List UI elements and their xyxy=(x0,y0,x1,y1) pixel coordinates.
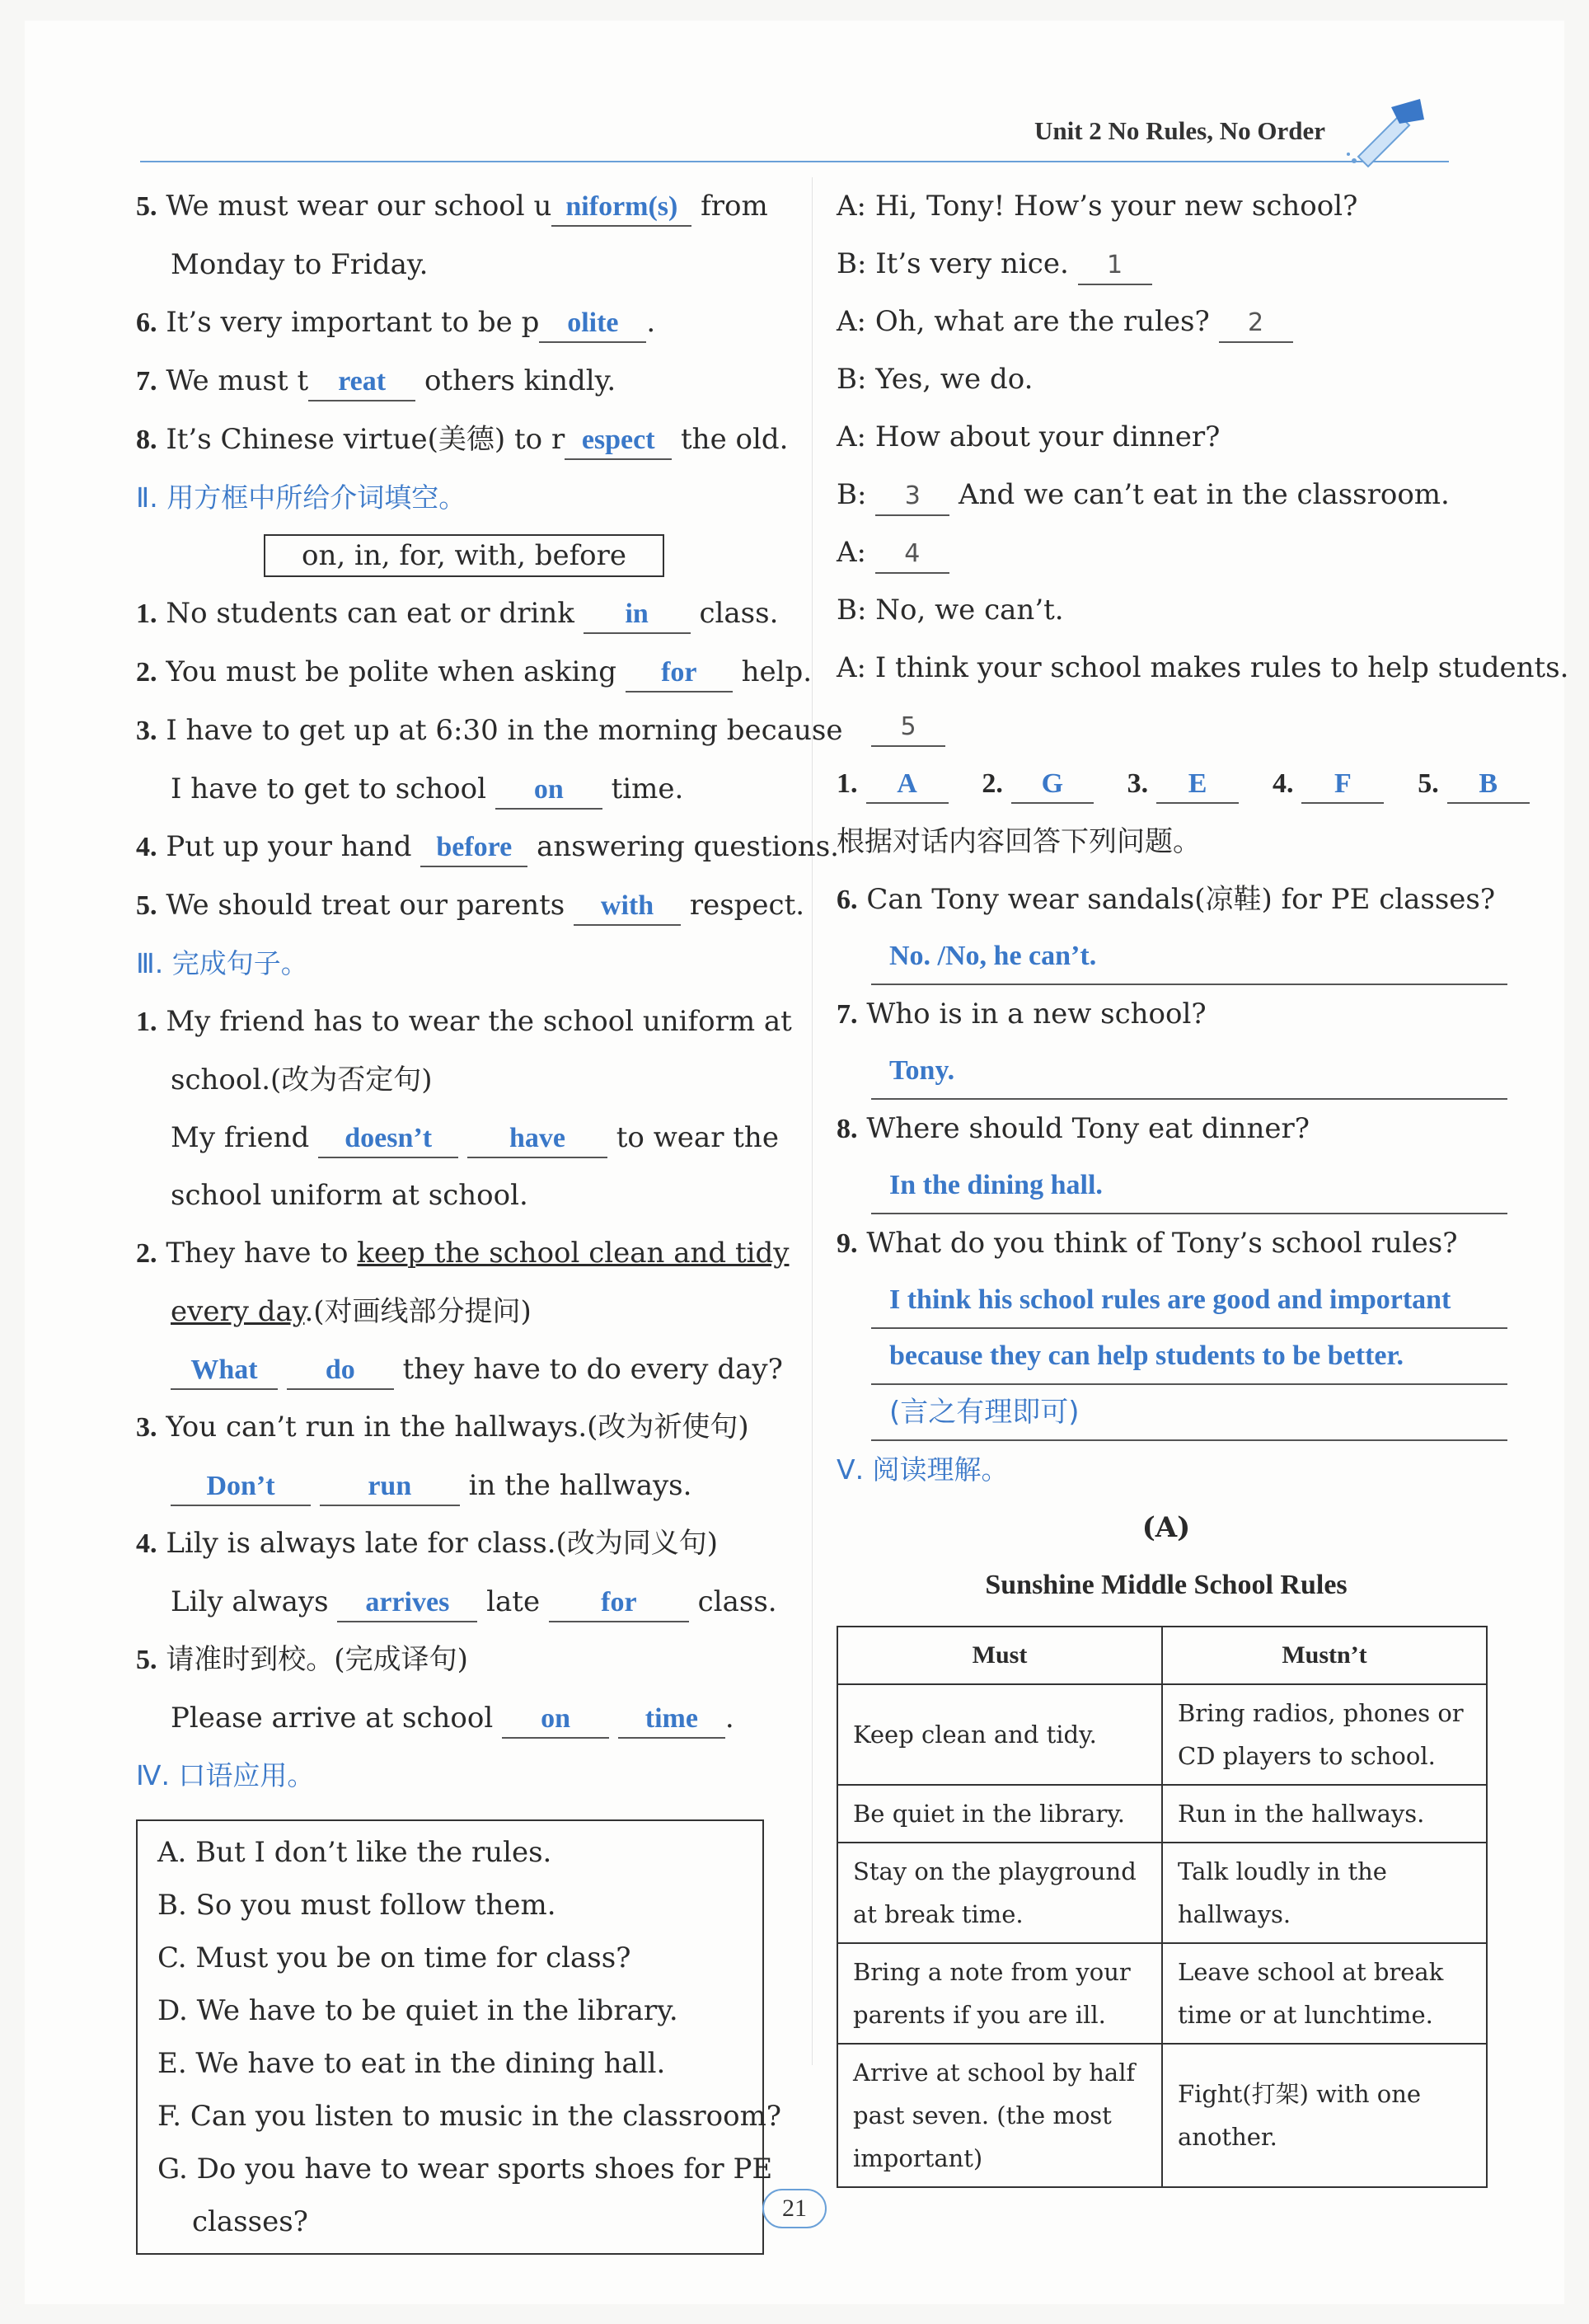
option-item: C. Must you be on time for class? xyxy=(157,1941,631,1974)
sentence-q2: 2. They have to keep the school clean and tidy xyxy=(136,1237,790,1270)
qa-intro: 根据对话内容回答下列问题。 xyxy=(837,825,1201,858)
dialog-line: A: How about your dinner? xyxy=(837,420,1221,453)
dialog-blank[interactable]: 2 xyxy=(1219,305,1293,343)
option-item-cont: classes? xyxy=(192,2205,308,2238)
table-header: Mustn’t xyxy=(1162,1627,1487,1684)
table-row xyxy=(837,2044,1487,2187)
sentence-q1-answer-cont: school uniform at school. xyxy=(171,1179,528,1212)
sentence-q2-answer: What do they have to do every day? xyxy=(136,1340,795,1398)
sentence-q4: 4. Lily is always late for class.(改为同义句) xyxy=(136,1527,719,1560)
table-cell: Run in the hallways. xyxy=(1162,1785,1487,1843)
answer-blank[interactable]: olite xyxy=(539,305,646,343)
answer-blank[interactable]: run xyxy=(320,1468,460,1506)
sentence-q2-cont: every day.(对画线部分提问) xyxy=(171,1295,532,1328)
answer-blank[interactable]: on xyxy=(495,772,602,810)
answer-blank[interactable]: B xyxy=(1447,766,1530,804)
sentence-q5-answer: Please arrive at school on time . xyxy=(136,1689,795,1747)
answer-blank[interactable]: doesn’t xyxy=(318,1120,458,1158)
prep-item: 2. You must be polite when asking for help. xyxy=(136,643,795,702)
section-title: Ⅱ. 用方框中所给介词填空。 xyxy=(136,481,466,514)
dialog-blank[interactable]: 3 xyxy=(875,478,949,516)
answer-blank[interactable]: F xyxy=(1301,766,1384,804)
table-header: Must xyxy=(837,1627,1162,1684)
prep-item: 5. We should treat our parents with respect. xyxy=(136,876,795,935)
answer-blank[interactable]: What xyxy=(171,1352,278,1390)
page-number: 21 xyxy=(762,2189,827,2228)
workbook-page xyxy=(25,21,1569,2304)
table-cell: Fight(打架) with one another. xyxy=(1162,2044,1487,2187)
qa-question: 8. Where should Tony eat dinner? xyxy=(837,1112,1310,1145)
answer-blank[interactable]: E xyxy=(1156,766,1239,804)
answer-blank[interactable]: A xyxy=(866,766,949,804)
answer-blank[interactable]: niform(s) xyxy=(551,189,691,227)
option-item: E. We have to eat in the dining hall. xyxy=(157,2047,666,2080)
answer-blank[interactable]: G xyxy=(1011,766,1094,804)
qa-question: 6. Can Tony wear sandals(凉鞋) for PE classes? xyxy=(837,883,1496,916)
dialog-line: B: It’s very nice. 1 xyxy=(837,235,1496,293)
sentence-q1-cont: school.(改为否定句) xyxy=(171,1063,433,1096)
table-cell: Be quiet in the library. xyxy=(837,1785,1162,1843)
qa-answer-line[interactable]: (言之有理即可) xyxy=(871,1385,1507,1441)
answer-blank[interactable]: before xyxy=(420,829,527,867)
qa-answer-line[interactable]: No. /No, he can’t. xyxy=(871,929,1507,985)
table-cell: Talk loudly in the hallways. xyxy=(1162,1843,1487,1943)
sentence-q3-answer: Don’t run in the hallways. xyxy=(136,1457,795,1514)
left-column xyxy=(136,177,843,2255)
answer-blank[interactable]: for xyxy=(626,655,733,693)
dialog-line: A: I think your school makes rules to help students. xyxy=(837,651,1569,684)
answer-blank[interactable]: with xyxy=(574,888,681,926)
unit-title: Unit 2 No Rules, No Order xyxy=(1034,116,1325,145)
prep-item: 3. I have to get up at 6:30 in the morning because xyxy=(136,714,843,747)
section-title: Ⅲ. 完成句子。 xyxy=(136,947,308,979)
page-footer xyxy=(25,2189,1564,2228)
fill-item: 7. We must t reat others kindly. xyxy=(136,352,795,411)
answer-blank[interactable]: time xyxy=(618,1701,725,1739)
table-row xyxy=(837,1684,1487,1785)
answer-blank[interactable]: on xyxy=(502,1701,609,1739)
dialog-line: A: Oh, what are the rules? 2 xyxy=(837,293,1496,350)
sentence-q5: 5. 请准时到校。(完成译句) xyxy=(136,1643,468,1676)
table-row xyxy=(837,1785,1487,1843)
table-cell: Keep clean and tidy. xyxy=(837,1684,1162,1785)
prep-item-cont: I have to get to school on time. xyxy=(136,760,795,818)
qa-question: 9. What do you think of Tony’s school rules? xyxy=(837,1227,1458,1260)
fill-item: 8. It’s Chinese virtue(美德) to r espect the old. xyxy=(136,411,795,469)
rules-table xyxy=(837,1626,1488,2188)
pencil-hat-icon xyxy=(1342,95,1432,169)
option-item: A. But I don’t like the rules. xyxy=(157,1836,552,1869)
table-cell: Stay on the playground at break time. xyxy=(837,1843,1162,1943)
option-item: F. Can you listen to music in the classroom? xyxy=(157,2100,782,2133)
qa-answer-line[interactable]: I think his school rules are good and important xyxy=(871,1273,1507,1329)
table-cell: Leave school at break time or at lunchtime. xyxy=(1162,1943,1487,2044)
dialog-line: A: Hi, Tony! How’s your new school? xyxy=(837,190,1358,223)
word-box: on, in, for, with, before xyxy=(264,534,664,577)
option-item: B. So you must follow them. xyxy=(157,1889,556,1922)
page-header xyxy=(140,111,1449,162)
table-cell: Bring a note from your parents if you are ill. xyxy=(837,1943,1162,2044)
qa-answer-line[interactable]: In the dining hall. xyxy=(871,1158,1507,1214)
qa-question: 7. Who is in a new school? xyxy=(837,998,1207,1031)
sentence-q1-answer: My friend doesn’t have to wear the xyxy=(136,1109,795,1167)
column-divider xyxy=(812,177,813,2065)
option-item: G. Do you have to wear sports shoes for PE xyxy=(157,2153,773,2185)
passage-label: (A) xyxy=(1141,1511,1191,1544)
dialog-line: B: Yes, we do. xyxy=(837,363,1034,396)
fill-item: 6. It’s very important to be p olite . xyxy=(136,293,795,352)
answer-blank[interactable]: have xyxy=(467,1120,607,1158)
answer-blank[interactable]: do xyxy=(287,1352,394,1390)
section-title: Ⅳ. 口语应用。 xyxy=(136,1759,315,1791)
table-title: Sunshine Middle School Rules xyxy=(985,1570,1348,1600)
dialog-line: A: 4 xyxy=(837,523,1496,581)
section-title: Ⅴ. 阅读理解。 xyxy=(837,1453,1009,1486)
qa-answer-line[interactable]: Tony. xyxy=(871,1044,1507,1100)
sentence-q3: 3. You can’t run in the hallways.(改为祈使句) xyxy=(136,1411,749,1444)
fill-item-cont: Monday to Friday. xyxy=(171,248,429,281)
dialog-blank[interactable]: 5 xyxy=(871,709,945,747)
prep-item: 4. Put up your hand before answering questions. xyxy=(136,818,795,876)
sentence-q4-answer: Lily always arrives late for class. xyxy=(136,1573,795,1631)
answer-blank[interactable]: reat xyxy=(308,364,415,401)
qa-answer-line[interactable]: because they can help students to be better. xyxy=(871,1329,1507,1385)
dialog-blank[interactable]: 1 xyxy=(1078,247,1152,285)
option-item: D. We have to be quiet in the library. xyxy=(157,1994,678,2027)
dialog-line: B: No, we can’t. xyxy=(837,594,1064,627)
sentence-q1: 1. My friend has to wear the school uniform at xyxy=(136,1005,792,1038)
table-row xyxy=(837,1843,1487,1943)
right-column xyxy=(837,177,1569,2188)
dialog-line: B: 3 And we can’t eat in the classroom. xyxy=(837,466,1496,523)
dialog-line xyxy=(837,697,1496,754)
dialog-blank[interactable]: 4 xyxy=(875,536,949,574)
answer-blank[interactable]: for xyxy=(549,1585,689,1622)
fill-item: 5. We must wear our school u niform(s) from xyxy=(136,177,795,236)
prep-item: 1. No students can eat or drink in class. xyxy=(136,585,795,643)
table-row xyxy=(837,1943,1487,2044)
answer-blank[interactable]: in xyxy=(584,596,691,634)
table-cell: Arrive at school by half past seven. (the most important) xyxy=(837,2044,1162,2187)
answer-blank[interactable]: Don’t xyxy=(171,1468,311,1506)
answer-blank[interactable]: espect xyxy=(565,422,672,460)
answer-row: 1. A 2. G 3. E 4. F 5. B xyxy=(837,754,1496,813)
table-cell: Bring radios, phones or CD players to school. xyxy=(1162,1684,1487,1785)
answer-blank[interactable]: arrives xyxy=(337,1585,477,1622)
